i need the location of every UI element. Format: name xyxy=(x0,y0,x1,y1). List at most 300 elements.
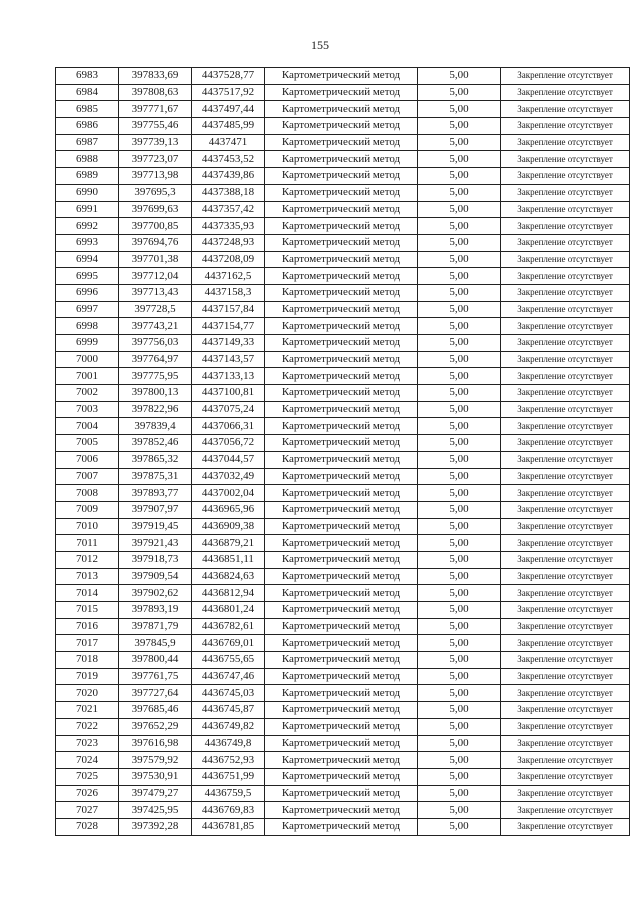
table-row xyxy=(56,652,630,669)
fixing-cell: Закрепление отсутствует xyxy=(501,401,630,418)
error-cell: 5,00 xyxy=(418,101,501,118)
x-coordinate-cell: 397713,43 xyxy=(119,284,192,301)
point-number-cell: 6996 xyxy=(56,284,119,301)
fixing-cell: Закрепление отсутствует xyxy=(501,635,630,652)
table-row xyxy=(56,702,630,719)
y-coordinate-cell: 4437100,81 xyxy=(192,385,265,402)
table-row xyxy=(56,668,630,685)
table-row xyxy=(56,735,630,752)
y-coordinate-cell: 4437044,57 xyxy=(192,451,265,468)
error-cell: 5,00 xyxy=(418,418,501,435)
method-cell: Картометрический метод xyxy=(265,702,418,719)
x-coordinate-cell: 397918,73 xyxy=(119,551,192,568)
method-cell: Картометрический метод xyxy=(265,201,418,218)
table-row xyxy=(56,585,630,602)
method-cell: Картометрический метод xyxy=(265,435,418,452)
table-row xyxy=(56,201,630,218)
y-coordinate-cell: 4437002,04 xyxy=(192,485,265,502)
error-cell: 5,00 xyxy=(418,568,501,585)
table-row xyxy=(56,768,630,785)
fixing-cell: Закрепление отсутствует xyxy=(501,318,630,335)
x-coordinate-cell: 397865,32 xyxy=(119,451,192,468)
table-row xyxy=(56,351,630,368)
method-cell: Картометрический метод xyxy=(265,368,418,385)
fixing-cell: Закрепление отсутствует xyxy=(501,101,630,118)
error-cell: 5,00 xyxy=(418,251,501,268)
y-coordinate-cell: 4437439,86 xyxy=(192,168,265,185)
x-coordinate-cell: 397728,5 xyxy=(119,301,192,318)
error-cell: 5,00 xyxy=(418,184,501,201)
fixing-cell: Закрепление отсутствует xyxy=(501,68,630,85)
fixing-cell: Закрепление отсутствует xyxy=(501,735,630,752)
fixing-cell: Закрепление отсутствует xyxy=(501,602,630,619)
error-cell: 5,00 xyxy=(418,718,501,735)
method-cell: Картометрический метод xyxy=(265,168,418,185)
page-number: 155 xyxy=(311,38,329,52)
y-coordinate-cell: 4436769,01 xyxy=(192,635,265,652)
error-cell: 5,00 xyxy=(418,735,501,752)
method-cell: Картометрический метод xyxy=(265,752,418,769)
fixing-cell: Закрепление отсутствует xyxy=(501,752,630,769)
x-coordinate-cell: 397808,63 xyxy=(119,84,192,101)
method-cell: Картометрический метод xyxy=(265,68,418,85)
error-cell: 5,00 xyxy=(418,151,501,168)
table-row xyxy=(56,184,630,201)
x-coordinate-cell: 397775,95 xyxy=(119,368,192,385)
error-cell: 5,00 xyxy=(418,218,501,235)
method-cell: Картометрический метод xyxy=(265,685,418,702)
error-cell: 5,00 xyxy=(418,501,501,518)
fixing-cell: Закрепление отсутствует xyxy=(501,702,630,719)
y-coordinate-cell: 4436801,24 xyxy=(192,602,265,619)
error-cell: 5,00 xyxy=(418,635,501,652)
error-cell: 5,00 xyxy=(418,118,501,135)
point-number-cell: 6984 xyxy=(56,84,119,101)
point-number-cell: 7028 xyxy=(56,818,119,835)
fixing-cell: Закрепление отсутствует xyxy=(501,301,630,318)
error-cell: 5,00 xyxy=(418,752,501,769)
fixing-cell: Закрепление отсутствует xyxy=(501,184,630,201)
error-cell: 5,00 xyxy=(418,84,501,101)
error-cell: 5,00 xyxy=(418,802,501,819)
point-number-cell: 7025 xyxy=(56,768,119,785)
x-coordinate-cell: 397701,38 xyxy=(119,251,192,268)
y-coordinate-cell: 4436781,85 xyxy=(192,818,265,835)
table-row xyxy=(56,568,630,585)
point-number-cell: 7020 xyxy=(56,685,119,702)
method-cell: Картометрический метод xyxy=(265,585,418,602)
table-row xyxy=(56,168,630,185)
method-cell: Картометрический метод xyxy=(265,418,418,435)
error-cell: 5,00 xyxy=(418,652,501,669)
fixing-cell: Закрепление отсутствует xyxy=(501,118,630,135)
table-row xyxy=(56,151,630,168)
y-coordinate-cell: 4437158,3 xyxy=(192,284,265,301)
fixing-cell: Закрепление отсутствует xyxy=(501,151,630,168)
point-number-cell: 6994 xyxy=(56,251,119,268)
point-number-cell: 7022 xyxy=(56,718,119,735)
x-coordinate-cell: 397907,97 xyxy=(119,501,192,518)
x-coordinate-cell: 397833,69 xyxy=(119,68,192,85)
y-coordinate-cell: 4437056,72 xyxy=(192,435,265,452)
fixing-cell: Закрепление отсутствует xyxy=(501,84,630,101)
method-cell: Картометрический метод xyxy=(265,268,418,285)
y-coordinate-cell: 4436879,21 xyxy=(192,535,265,552)
y-coordinate-cell: 4437157,84 xyxy=(192,301,265,318)
x-coordinate-cell: 397822,96 xyxy=(119,401,192,418)
point-number-cell: 6997 xyxy=(56,301,119,318)
table-row xyxy=(56,68,630,85)
x-coordinate-cell: 397723,07 xyxy=(119,151,192,168)
table-row xyxy=(56,251,630,268)
error-cell: 5,00 xyxy=(418,335,501,352)
fixing-cell: Закрепление отсутствует xyxy=(501,418,630,435)
method-cell: Картометрический метод xyxy=(265,118,418,135)
x-coordinate-cell: 397839,4 xyxy=(119,418,192,435)
y-coordinate-cell: 4437133,13 xyxy=(192,368,265,385)
fixing-cell: Закрепление отсутствует xyxy=(501,234,630,251)
y-coordinate-cell: 4437208,09 xyxy=(192,251,265,268)
table-row xyxy=(56,385,630,402)
x-coordinate-cell: 397530,91 xyxy=(119,768,192,785)
error-cell: 5,00 xyxy=(418,602,501,619)
fixing-cell: Закрепление отсутствует xyxy=(501,218,630,235)
point-number-cell: 6987 xyxy=(56,134,119,151)
point-number-cell: 7026 xyxy=(56,785,119,802)
fixing-cell: Закрепление отсутствует xyxy=(501,785,630,802)
table-row xyxy=(56,284,630,301)
point-number-cell: 7013 xyxy=(56,568,119,585)
error-cell: 5,00 xyxy=(418,318,501,335)
x-coordinate-cell: 397713,98 xyxy=(119,168,192,185)
x-coordinate-cell: 397893,19 xyxy=(119,602,192,619)
error-cell: 5,00 xyxy=(418,535,501,552)
y-coordinate-cell: 4436745,03 xyxy=(192,685,265,702)
y-coordinate-cell: 4436812,94 xyxy=(192,585,265,602)
y-coordinate-cell: 4437528,77 xyxy=(192,68,265,85)
table-row xyxy=(56,518,630,535)
table-row xyxy=(56,685,630,702)
x-coordinate-cell: 397700,85 xyxy=(119,218,192,235)
method-cell: Картометрический метод xyxy=(265,401,418,418)
table-row xyxy=(56,718,630,735)
error-cell: 5,00 xyxy=(418,585,501,602)
method-cell: Картометрический метод xyxy=(265,618,418,635)
method-cell: Картометрический метод xyxy=(265,818,418,835)
y-coordinate-cell: 4437154,77 xyxy=(192,318,265,335)
fixing-cell: Закрепление отсутствует xyxy=(501,618,630,635)
fixing-cell: Закрепление отсутствует xyxy=(501,501,630,518)
method-cell: Картометрический метод xyxy=(265,134,418,151)
error-cell: 5,00 xyxy=(418,518,501,535)
error-cell: 5,00 xyxy=(418,201,501,218)
error-cell: 5,00 xyxy=(418,702,501,719)
method-cell: Картометрический метод xyxy=(265,385,418,402)
fixing-cell: Закрепление отсутствует xyxy=(501,685,630,702)
y-coordinate-cell: 4437162,5 xyxy=(192,268,265,285)
point-number-cell: 6985 xyxy=(56,101,119,118)
x-coordinate-cell: 397652,29 xyxy=(119,718,192,735)
x-coordinate-cell: 397800,13 xyxy=(119,385,192,402)
method-cell: Картометрический метод xyxy=(265,468,418,485)
x-coordinate-cell: 397875,31 xyxy=(119,468,192,485)
fixing-cell: Закрепление отсутствует xyxy=(501,585,630,602)
point-number-cell: 6991 xyxy=(56,201,119,218)
table-row xyxy=(56,535,630,552)
y-coordinate-cell: 4436745,87 xyxy=(192,702,265,719)
error-cell: 5,00 xyxy=(418,351,501,368)
x-coordinate-cell: 397852,46 xyxy=(119,435,192,452)
error-cell: 5,00 xyxy=(418,385,501,402)
x-coordinate-cell: 397727,64 xyxy=(119,685,192,702)
point-number-cell: 7001 xyxy=(56,368,119,385)
x-coordinate-cell: 397743,21 xyxy=(119,318,192,335)
point-number-cell: 7003 xyxy=(56,401,119,418)
y-coordinate-cell: 4437032,49 xyxy=(192,468,265,485)
y-coordinate-cell: 4436769,83 xyxy=(192,802,265,819)
error-cell: 5,00 xyxy=(418,668,501,685)
x-coordinate-cell: 397909,54 xyxy=(119,568,192,585)
x-coordinate-cell: 397616,98 xyxy=(119,735,192,752)
fixing-cell: Закрепление отсутствует xyxy=(501,251,630,268)
y-coordinate-cell: 4437066,31 xyxy=(192,418,265,435)
table-row xyxy=(56,118,630,135)
error-cell: 5,00 xyxy=(418,268,501,285)
point-number-cell: 7023 xyxy=(56,735,119,752)
point-number-cell: 6999 xyxy=(56,335,119,352)
table-row xyxy=(56,435,630,452)
fixing-cell: Закрепление отсутствует xyxy=(501,802,630,819)
x-coordinate-cell: 397919,45 xyxy=(119,518,192,535)
error-cell: 5,00 xyxy=(418,818,501,835)
fixing-cell: Закрепление отсутствует xyxy=(501,518,630,535)
x-coordinate-cell: 397425,95 xyxy=(119,802,192,819)
method-cell: Картометрический метод xyxy=(265,785,418,802)
method-cell: Картометрический метод xyxy=(265,568,418,585)
fixing-cell: Закрепление отсутствует xyxy=(501,718,630,735)
x-coordinate-cell: 397761,75 xyxy=(119,668,192,685)
table-row xyxy=(56,84,630,101)
table-row xyxy=(56,818,630,835)
y-coordinate-cell: 4437248,93 xyxy=(192,234,265,251)
method-cell: Картометрический метод xyxy=(265,301,418,318)
method-cell: Картометрический метод xyxy=(265,501,418,518)
point-number-cell: 6989 xyxy=(56,168,119,185)
method-cell: Картометрический метод xyxy=(265,335,418,352)
table-row xyxy=(56,418,630,435)
point-number-cell: 7007 xyxy=(56,468,119,485)
x-coordinate-cell: 397871,79 xyxy=(119,618,192,635)
x-coordinate-cell: 397764,97 xyxy=(119,351,192,368)
fixing-cell: Закрепление отсутствует xyxy=(501,668,630,685)
point-number-cell: 6993 xyxy=(56,234,119,251)
x-coordinate-cell: 397845,9 xyxy=(119,635,192,652)
x-coordinate-cell: 397755,46 xyxy=(119,118,192,135)
table-row xyxy=(56,318,630,335)
coordinates-table xyxy=(55,67,630,836)
method-cell: Картометрический метод xyxy=(265,735,418,752)
y-coordinate-cell: 4436851,11 xyxy=(192,551,265,568)
y-coordinate-cell: 4437485,99 xyxy=(192,118,265,135)
x-coordinate-cell: 397893,77 xyxy=(119,485,192,502)
x-coordinate-cell: 397699,63 xyxy=(119,201,192,218)
table-row xyxy=(56,485,630,502)
error-cell: 5,00 xyxy=(418,785,501,802)
table-row xyxy=(56,635,630,652)
fixing-cell: Закрепление отсутствует xyxy=(501,201,630,218)
table-row xyxy=(56,501,630,518)
point-number-cell: 7019 xyxy=(56,668,119,685)
fixing-cell: Закрепление отсутствует xyxy=(501,134,630,151)
error-cell: 5,00 xyxy=(418,168,501,185)
fixing-cell: Закрепление отсутствует xyxy=(501,468,630,485)
y-coordinate-cell: 4436747,46 xyxy=(192,668,265,685)
y-coordinate-cell: 4437388,18 xyxy=(192,184,265,201)
method-cell: Картометрический метод xyxy=(265,635,418,652)
method-cell: Картометрический метод xyxy=(265,318,418,335)
point-number-cell: 6992 xyxy=(56,218,119,235)
method-cell: Картометрический метод xyxy=(265,184,418,201)
point-number-cell: 7011 xyxy=(56,535,119,552)
point-number-cell: 6998 xyxy=(56,318,119,335)
y-coordinate-cell: 4436751,99 xyxy=(192,768,265,785)
x-coordinate-cell: 397695,3 xyxy=(119,184,192,201)
point-number-cell: 6986 xyxy=(56,118,119,135)
table-row xyxy=(56,234,630,251)
x-coordinate-cell: 397479,27 xyxy=(119,785,192,802)
table-row xyxy=(56,301,630,318)
x-coordinate-cell: 397579,92 xyxy=(119,752,192,769)
error-cell: 5,00 xyxy=(418,768,501,785)
error-cell: 5,00 xyxy=(418,435,501,452)
fixing-cell: Закрепление отсутствует xyxy=(501,568,630,585)
table-row xyxy=(56,785,630,802)
x-coordinate-cell: 397392,28 xyxy=(119,818,192,835)
y-coordinate-cell: 4436782,61 xyxy=(192,618,265,635)
error-cell: 5,00 xyxy=(418,401,501,418)
point-number-cell: 7018 xyxy=(56,652,119,669)
table-row xyxy=(56,551,630,568)
x-coordinate-cell: 397756,03 xyxy=(119,335,192,352)
point-number-cell: 7021 xyxy=(56,702,119,719)
y-coordinate-cell: 4437335,93 xyxy=(192,218,265,235)
error-cell: 5,00 xyxy=(418,134,501,151)
error-cell: 5,00 xyxy=(418,451,501,468)
y-coordinate-cell: 4436824,63 xyxy=(192,568,265,585)
point-number-cell: 7006 xyxy=(56,451,119,468)
y-coordinate-cell: 4437357,42 xyxy=(192,201,265,218)
table-row xyxy=(56,401,630,418)
fixing-cell: Закрепление отсутствует xyxy=(501,284,630,301)
y-coordinate-cell: 4436749,82 xyxy=(192,718,265,735)
fixing-cell: Закрепление отсутствует xyxy=(501,435,630,452)
error-cell: 5,00 xyxy=(418,618,501,635)
x-coordinate-cell: 397800,44 xyxy=(119,652,192,669)
fixing-cell: Закрепление отсутствует xyxy=(501,335,630,352)
fixing-cell: Закрепление отсутствует xyxy=(501,551,630,568)
error-cell: 5,00 xyxy=(418,485,501,502)
method-cell: Картометрический метод xyxy=(265,451,418,468)
y-coordinate-cell: 4437471 xyxy=(192,134,265,151)
fixing-cell: Закрепление отсутствует xyxy=(501,368,630,385)
fixing-cell: Закрепление отсутствует xyxy=(501,168,630,185)
y-coordinate-cell: 4437075,24 xyxy=(192,401,265,418)
fixing-cell: Закрепление отсутствует xyxy=(501,535,630,552)
point-number-cell: 7000 xyxy=(56,351,119,368)
error-cell: 5,00 xyxy=(418,284,501,301)
table-row xyxy=(56,218,630,235)
method-cell: Картометрический метод xyxy=(265,535,418,552)
y-coordinate-cell: 4436759,5 xyxy=(192,785,265,802)
method-cell: Картометрический метод xyxy=(265,351,418,368)
point-number-cell: 7004 xyxy=(56,418,119,435)
method-cell: Картометрический метод xyxy=(265,101,418,118)
table-row xyxy=(56,752,630,769)
point-number-cell: 7010 xyxy=(56,518,119,535)
point-number-cell: 6990 xyxy=(56,184,119,201)
error-cell: 5,00 xyxy=(418,68,501,85)
method-cell: Картометрический метод xyxy=(265,802,418,819)
y-coordinate-cell: 4437453,52 xyxy=(192,151,265,168)
table-row xyxy=(56,101,630,118)
method-cell: Картометрический метод xyxy=(265,668,418,685)
x-coordinate-cell: 397694,76 xyxy=(119,234,192,251)
y-coordinate-cell: 4437149,33 xyxy=(192,335,265,352)
method-cell: Картометрический метод xyxy=(265,518,418,535)
error-cell: 5,00 xyxy=(418,301,501,318)
method-cell: Картометрический метод xyxy=(265,251,418,268)
error-cell: 5,00 xyxy=(418,368,501,385)
method-cell: Картометрический метод xyxy=(265,485,418,502)
method-cell: Картометрический метод xyxy=(265,602,418,619)
point-number-cell: 7024 xyxy=(56,752,119,769)
point-number-cell: 6983 xyxy=(56,68,119,85)
point-number-cell: 7014 xyxy=(56,585,119,602)
fixing-cell: Закрепление отсутствует xyxy=(501,351,630,368)
table-row xyxy=(56,335,630,352)
fixing-cell: Закрепление отсутствует xyxy=(501,485,630,502)
fixing-cell: Закрепление отсутствует xyxy=(501,818,630,835)
point-number-cell: 7016 xyxy=(56,618,119,635)
point-number-cell: 7017 xyxy=(56,635,119,652)
fixing-cell: Закрепление отсутствует xyxy=(501,768,630,785)
x-coordinate-cell: 397921,43 xyxy=(119,535,192,552)
fixing-cell: Закрепление отсутствует xyxy=(501,385,630,402)
fixing-cell: Закрепление отсутствует xyxy=(501,652,630,669)
y-coordinate-cell: 4436749,8 xyxy=(192,735,265,752)
point-number-cell: 7012 xyxy=(56,551,119,568)
point-number-cell: 7027 xyxy=(56,802,119,819)
error-cell: 5,00 xyxy=(418,685,501,702)
table-row xyxy=(56,468,630,485)
error-cell: 5,00 xyxy=(418,468,501,485)
y-coordinate-cell: 4437143,57 xyxy=(192,351,265,368)
x-coordinate-cell: 397685,46 xyxy=(119,702,192,719)
x-coordinate-cell: 397771,67 xyxy=(119,101,192,118)
y-coordinate-cell: 4437497,44 xyxy=(192,101,265,118)
method-cell: Картометрический метод xyxy=(265,652,418,669)
table-row xyxy=(56,268,630,285)
method-cell: Картометрический метод xyxy=(265,218,418,235)
method-cell: Картометрический метод xyxy=(265,551,418,568)
table-row xyxy=(56,134,630,151)
y-coordinate-cell: 4437517,92 xyxy=(192,84,265,101)
method-cell: Картометрический метод xyxy=(265,768,418,785)
x-coordinate-cell: 397712,04 xyxy=(119,268,192,285)
error-cell: 5,00 xyxy=(418,234,501,251)
error-cell: 5,00 xyxy=(418,551,501,568)
method-cell: Картометрический метод xyxy=(265,284,418,301)
